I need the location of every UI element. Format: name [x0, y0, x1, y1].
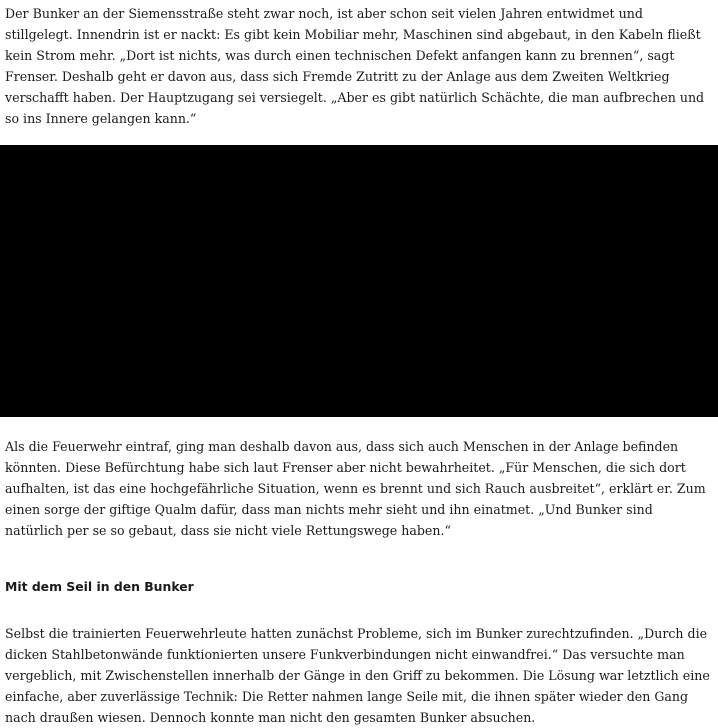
- article-paragraph: Als die Feuerwehr eintraf, ging man deshalb davon aus, dass sich auch Menschen in der Anlage befinden könnten. Diese Befürchtung habe sich laut Frenser aber nicht bewahrheitet. „Für Menschen, die sich dort aufhalten, ist das eine hochgefährliche Situation, wenn es brennt und sich Rauch ausbreitet“, erklärt er. Zum einen sorge der giftige Qualm dafür, dass man nichts mehr sieht und ihn einatmet. „Und Bunker sind natürlich per se so gebaut, dass sie nicht viele Rettungswege haben.“: [5, 439, 706, 538]
- section-subheading: Mit dem Seil in den Bunker: [5, 579, 194, 594]
- embedded-media-placeholder[interactable]: [0, 145, 718, 417]
- article-paragraph: Der Bunker an der Siemensstraße steht zwar noch, ist aber schon seit vielen Jahren entwidmet und stillgelegt. Innendrin ist er nackt: Es gibt kein Mobiliar mehr, Maschinen sind abgebaut, in den Kabeln fließt kein Strom mehr. „Dort ist nichts, was durch einen technischen Defekt anfangen kann zu brennen“, sagt Frenser. Deshalb geht er davon aus, dass sich Fremde Zutritt zu der Anlage aus dem Zweiten Weltkrieg verschafft haben. Der Hauptzugang sei versiegelt. „Aber es gibt natürlich Schächte, die man aufbrechen und so ins Innere gelangen kann.“: [5, 6, 705, 126]
- article-paragraph: Selbst die trainierten Feuerwehrleute hatten zunächst Probleme, sich im Bunker zurechtzufinden. „Durch die dicken Stahlbetonwände funktionierten unsere Funkverbindungen nicht einwandfrei.“ Das versuchte man vergeblich, mit Zwischenstellen innerhalb der Gänge in den Griff zu bekommen. Die Lösung war letztlich eine einfache, aber zuverlässige Technik: Die Retter nahmen lange Seile mit, die ihnen später wieder den Gang nach draußen wiesen. Dennoch konnte man nicht den gesamten Bunker absuchen.: [5, 626, 710, 725]
